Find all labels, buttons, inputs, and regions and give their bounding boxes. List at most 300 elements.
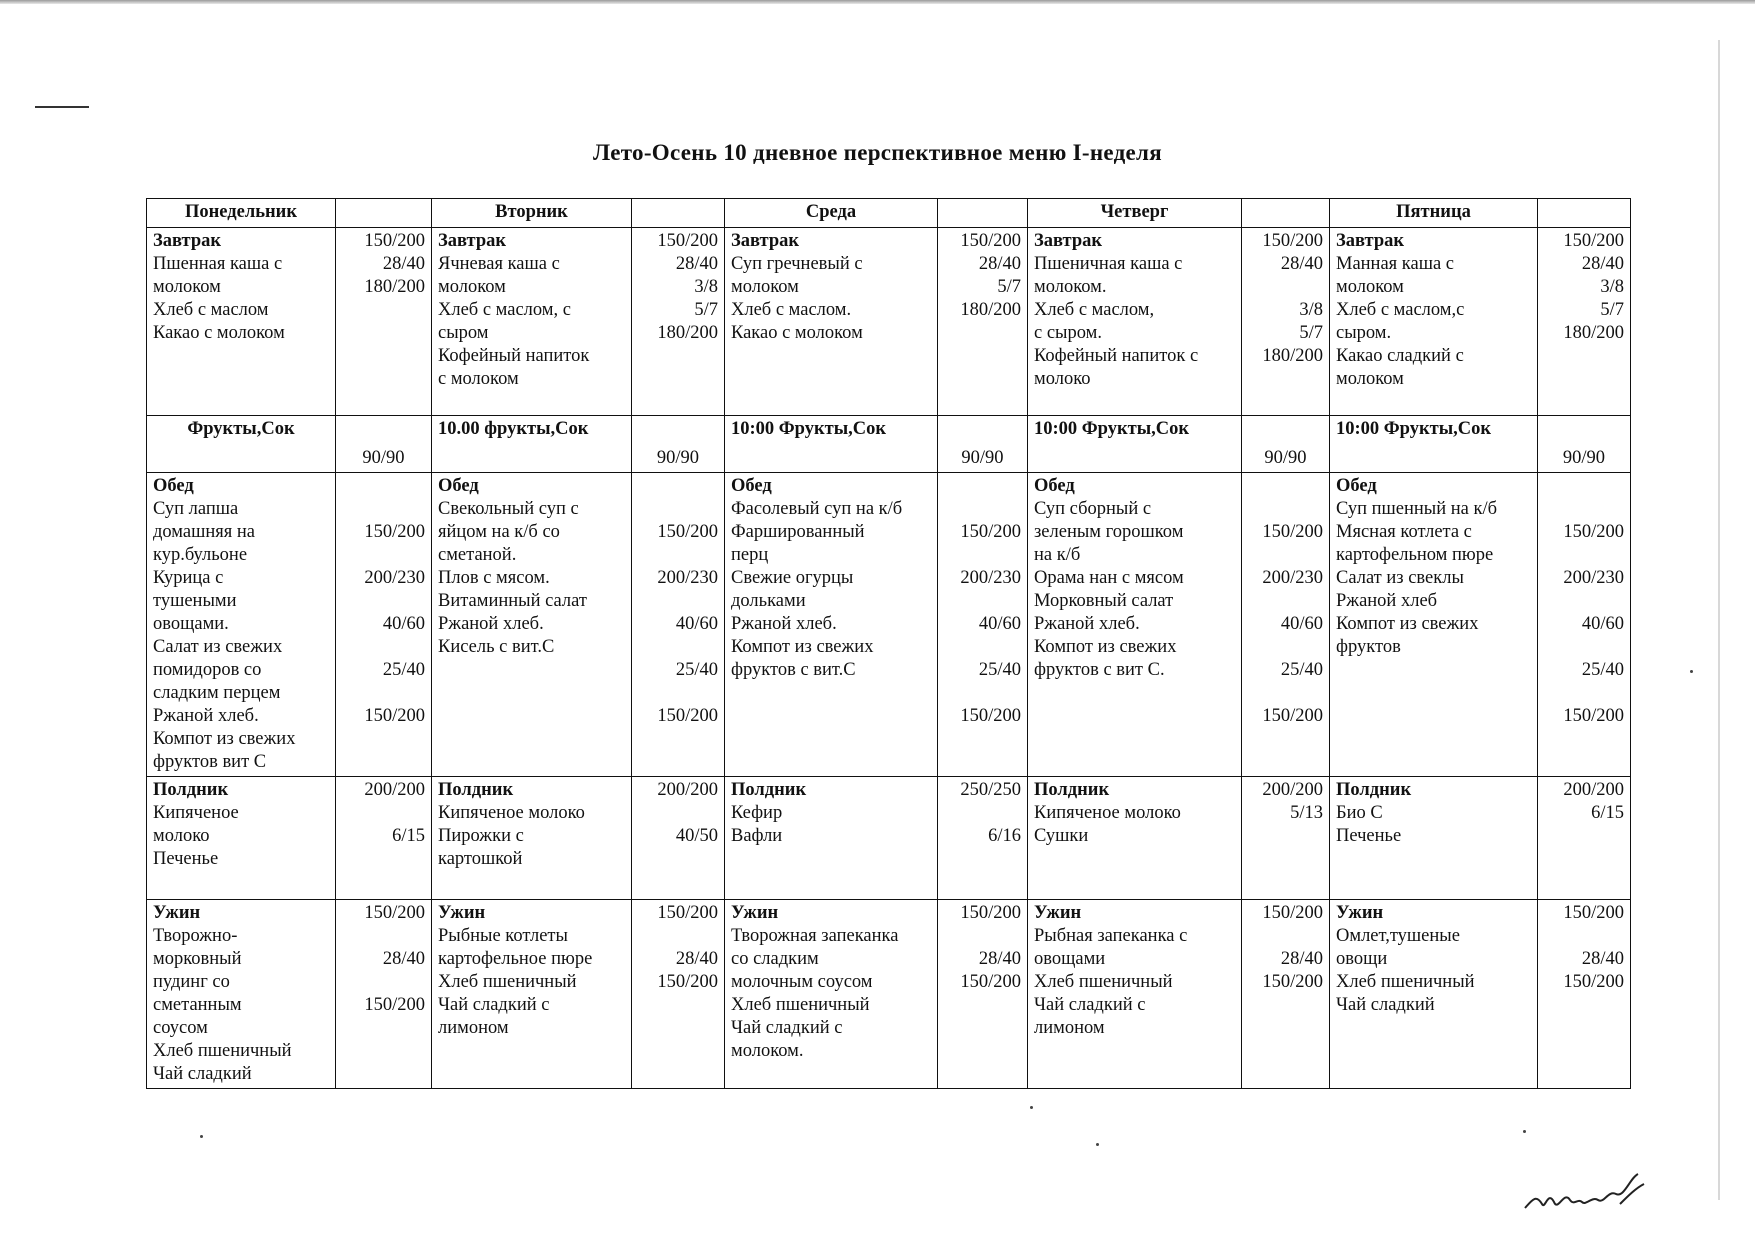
afternoon-weight: 200/200 — [364, 780, 425, 800]
lunch-weight: 25/40 — [675, 660, 718, 680]
day-name-1: Вторник — [432, 199, 632, 228]
dinner-item: молочным соусом — [731, 972, 873, 992]
lunch-item: Свежие огурцы — [731, 568, 854, 588]
lunch-weight — [342, 544, 425, 567]
breakfast-items-3 — [1028, 228, 1242, 416]
menu-body — [147, 199, 1631, 1089]
dinner-item: Чай сладкий с — [438, 995, 550, 1015]
breakfast-weight: 150/200 — [1262, 231, 1323, 251]
lunch-item: Витаминный салат — [438, 591, 587, 611]
lunch-weight: 150/200 — [1262, 522, 1323, 542]
afternoon-weights-4 — [1538, 777, 1631, 900]
snack-weight-4: 90/90 — [1538, 416, 1631, 473]
snack-label-0: Фрукты,Сок — [147, 416, 336, 473]
lunch-weight — [944, 636, 1021, 659]
dinner-item: Хлеб пшеничный — [153, 1041, 292, 1061]
lunch-weight — [638, 475, 718, 498]
breakfast-item: с молоком — [438, 369, 519, 389]
dinner-item: Чай сладкий с — [731, 1018, 843, 1038]
lunch-items-2 — [725, 473, 938, 777]
lunch-item: фруктов вит С — [153, 752, 267, 772]
afternoon-item: Кефир — [731, 803, 783, 823]
dinner-items-3 — [1028, 900, 1242, 1089]
lunch-item: Фаршированный — [731, 522, 865, 542]
lunch-weight: 200/230 — [1262, 568, 1323, 588]
lunch-item: дольками — [731, 591, 806, 611]
afternoon-label: Полдник — [438, 780, 514, 800]
breakfast-item: молоком — [731, 277, 799, 297]
dinner-item: молоком. — [731, 1041, 804, 1061]
lunch-weight — [1248, 475, 1323, 498]
dinner-weights-3 — [1242, 900, 1330, 1089]
dinner-item: картофельное пюре — [438, 949, 593, 969]
afternoon-item: Печенье — [153, 849, 219, 869]
dinner-items-0 — [147, 900, 336, 1089]
breakfast-weight: 180/200 — [960, 300, 1021, 320]
breakfast-item: молоком — [1336, 369, 1404, 389]
dinner-item: Рыбные котлеты — [438, 926, 568, 946]
lunch-items-0 — [147, 473, 336, 777]
breakfast-weight: 180/200 — [364, 277, 425, 297]
dinner-item: Хлеб пшеничный — [1034, 972, 1173, 992]
day-header-row — [147, 199, 1631, 228]
lunch-weight — [638, 498, 718, 521]
dinner-weight: 28/40 — [1280, 949, 1323, 969]
lunch-row — [147, 473, 1631, 777]
dinner-weight — [342, 925, 425, 948]
breakfast-items-2 — [725, 228, 938, 416]
breakfast-weight: 3/8 — [1600, 277, 1624, 297]
breakfast-weight: 150/200 — [960, 231, 1021, 251]
breakfast-items-4 — [1330, 228, 1538, 416]
breakfast-row — [147, 228, 1631, 416]
dinner-weight — [342, 971, 425, 994]
dinner-item: Рыбная запеканка с — [1034, 926, 1188, 946]
afternoon-weight: 200/200 — [1563, 780, 1624, 800]
afternoon-weight: 250/250 — [960, 780, 1021, 800]
lunch-weight — [944, 682, 1021, 705]
lunch-weight: 200/230 — [1563, 568, 1624, 588]
dinner-item: Чай сладкий с — [1034, 995, 1146, 1015]
breakfast-weight: 28/40 — [1581, 254, 1624, 274]
lunch-item: Компот из свежих — [1034, 637, 1177, 657]
afternoon-label: Полдник — [1034, 780, 1110, 800]
margin-mark — [35, 106, 89, 108]
lunch-item: Ржаной хлеб. — [1034, 614, 1140, 634]
lunch-weights-0 — [336, 473, 432, 777]
breakfast-weight: 28/40 — [382, 254, 425, 274]
snack-weight-2: 90/90 — [938, 416, 1028, 473]
lunch-weight: 200/230 — [960, 568, 1021, 588]
breakfast-label: Завтрак — [731, 231, 800, 251]
lunch-item: Ржаной хлеб. — [153, 706, 259, 726]
snack-weight-1: 90/90 — [632, 416, 725, 473]
afternoon-items-3 — [1028, 777, 1242, 900]
dinner-item: Творожно- — [153, 926, 238, 946]
breakfast-item: Ячневая каша с — [438, 254, 560, 274]
lunch-item: сметаной. — [438, 545, 517, 565]
lunch-weight — [1248, 590, 1323, 613]
lunch-label: Обед — [438, 476, 479, 496]
lunch-weight — [1248, 544, 1323, 567]
lunch-weight: 25/40 — [382, 660, 425, 680]
breakfast-weight: 180/200 — [1563, 323, 1624, 343]
breakfast-weight: 180/200 — [657, 323, 718, 343]
breakfast-label: Завтрак — [438, 231, 507, 251]
lunch-item: Салат из свежих — [153, 637, 283, 657]
breakfast-label: Завтрак — [1336, 231, 1405, 251]
dinner-weight — [1544, 925, 1624, 948]
day-name-3: Четверг — [1028, 199, 1242, 228]
snack-weight-0: 90/90 — [336, 416, 432, 473]
dinner-label: Ужин — [438, 903, 486, 923]
afternoon-weights-3 — [1242, 777, 1330, 900]
breakfast-weight: 150/200 — [657, 231, 718, 251]
breakfast-label: Завтрак — [1034, 231, 1103, 251]
dinner-weight: 150/200 — [657, 972, 718, 992]
breakfast-weight: 3/8 — [1299, 300, 1323, 320]
dinner-item: морковный — [153, 949, 242, 969]
lunch-item: тушеными — [153, 591, 237, 611]
breakfast-weight: 150/200 — [364, 231, 425, 251]
lunch-item: Мясная котлета с — [1336, 522, 1472, 542]
lunch-weight — [1544, 682, 1624, 705]
lunch-item: Кисель с вит.С — [438, 637, 555, 657]
lunch-weights-3 — [1242, 473, 1330, 777]
day-header-weight-cell — [1242, 199, 1330, 228]
lunch-weight — [1544, 498, 1624, 521]
snack-label-2: 10:00 Фрукты,Сок — [725, 416, 938, 473]
afternoon-weights-0 — [336, 777, 432, 900]
breakfast-item: Манная каша с — [1336, 254, 1455, 274]
lunch-label: Обед — [731, 476, 772, 496]
afternoon-items-1 — [432, 777, 632, 900]
dinner-weights-2 — [938, 900, 1028, 1089]
dinner-item: соусом — [153, 1018, 208, 1038]
menu-table — [146, 198, 1631, 1089]
breakfast-weight: 28/40 — [1280, 254, 1323, 274]
lunch-weight — [944, 590, 1021, 613]
lunch-items-1 — [432, 473, 632, 777]
dinner-weight: 150/200 — [657, 903, 718, 923]
scan-edge-right — [1718, 40, 1720, 1200]
afternoon-item: молоко — [153, 826, 210, 846]
lunch-weight — [638, 682, 718, 705]
day-header-weight-cell — [1538, 199, 1631, 228]
afternoon-item: Печенье — [1336, 826, 1402, 846]
lunch-item: Суп сборный с — [1034, 499, 1152, 519]
breakfast-weight — [1248, 276, 1323, 299]
lunch-item: фруктов с вит С. — [1034, 660, 1165, 680]
lunch-weight — [944, 544, 1021, 567]
lunch-items-3 — [1028, 473, 1242, 777]
lunch-weight: 150/200 — [960, 706, 1021, 726]
afternoon-item: Сушки — [1034, 826, 1089, 846]
dinner-item: Хлеб пшеничный — [1336, 972, 1475, 992]
dinner-weight: 150/200 — [1563, 972, 1624, 992]
lunch-item: овощами. — [153, 614, 229, 634]
snack-row — [147, 416, 1631, 473]
lunch-item: картофельном пюре — [1336, 545, 1494, 565]
lunch-weight: 40/60 — [1280, 614, 1323, 634]
lunch-weight — [944, 498, 1021, 521]
dinner-weight: 150/200 — [1563, 903, 1624, 923]
breakfast-item: Хлеб с маслом. — [731, 300, 852, 320]
snack-label-4: 10:00 Фрукты,Сок — [1330, 416, 1538, 473]
breakfast-weights-4 — [1538, 228, 1631, 416]
dinner-items-1 — [432, 900, 632, 1089]
lunch-weight — [1248, 636, 1323, 659]
lunch-weight: 150/200 — [960, 522, 1021, 542]
breakfast-item: Кофейный напиток с — [1034, 346, 1199, 366]
breakfast-item: Хлеб с маслом, — [1034, 300, 1155, 320]
breakfast-item: Какао сладкий с — [1336, 346, 1464, 366]
afternoon-items-4 — [1330, 777, 1538, 900]
lunch-weight: 150/200 — [657, 706, 718, 726]
lunch-weight: 25/40 — [1280, 660, 1323, 680]
dinner-items-2 — [725, 900, 938, 1089]
dinner-item: сметанным — [153, 995, 242, 1015]
lunch-item: помидоров со — [153, 660, 262, 680]
dinner-weight — [1248, 925, 1323, 948]
breakfast-item: Хлеб с маслом, с — [438, 300, 571, 320]
breakfast-item: молоком — [153, 277, 221, 297]
dinner-label: Ужин — [1336, 903, 1384, 923]
lunch-weight — [638, 590, 718, 613]
breakfast-weights-3 — [1242, 228, 1330, 416]
lunch-items-4 — [1330, 473, 1538, 777]
afternoon-item: Кипяченое молоко — [438, 803, 585, 823]
breakfast-weight: 5/7 — [997, 277, 1021, 297]
lunch-item: Курица с — [153, 568, 224, 588]
day-name-4: Пятница — [1330, 199, 1538, 228]
afternoon-weight: 200/200 — [657, 780, 718, 800]
afternoon-weight: 6/15 — [392, 826, 425, 846]
dinner-item: лимоном — [1034, 1018, 1105, 1038]
afternoon-item: Био С — [1336, 803, 1383, 823]
lunch-item: яйцом на к/б со — [438, 522, 560, 542]
lunch-weight — [342, 590, 425, 613]
dinner-item: Творожная запеканка — [731, 926, 899, 946]
lunch-weight: 40/60 — [382, 614, 425, 634]
lunch-item: домашняя на — [153, 522, 256, 542]
afternoon-weight — [638, 802, 718, 825]
breakfast-item: Кофейный напиток — [438, 346, 590, 366]
lunch-item: Суп лапша — [153, 499, 239, 519]
afternoon-label: Полдник — [153, 780, 229, 800]
lunch-item: фруктов с вит.С — [731, 660, 856, 680]
lunch-item: Фасолевый суп на к/б — [731, 499, 903, 519]
dinner-weights-4 — [1538, 900, 1631, 1089]
lunch-item: Ржаной хлеб — [1336, 591, 1438, 611]
afternoon-items-0 — [147, 777, 336, 900]
lunch-weight — [1544, 590, 1624, 613]
breakfast-label: Завтрак — [153, 231, 222, 251]
afternoon-weight: 6/15 — [1591, 803, 1624, 823]
breakfast-item: молоком — [438, 277, 506, 297]
afternoon-weight: 40/50 — [675, 826, 718, 846]
dinner-row — [147, 900, 1631, 1089]
dinner-item: лимоном — [438, 1018, 509, 1038]
afternoon-weights-2 — [938, 777, 1028, 900]
lunch-item: Свекольный суп с — [438, 499, 579, 519]
dinner-weight: 28/40 — [1581, 949, 1624, 969]
lunch-item: Компот из свежих — [1336, 614, 1479, 634]
lunch-weight — [1248, 498, 1323, 521]
day-header-weight-cell — [336, 199, 432, 228]
day-header-weight-cell — [632, 199, 725, 228]
afternoon-weight: 200/200 — [1262, 780, 1323, 800]
lunch-item: Салат из свеклы — [1336, 568, 1464, 588]
dinner-item: Чай сладкий — [153, 1064, 252, 1084]
lunch-weight — [638, 544, 718, 567]
lunch-item: Суп пшенный на к/б — [1336, 499, 1498, 519]
afternoon-item: Вафли — [731, 826, 783, 846]
snack-label-3: 10:00 Фрукты,Сок — [1028, 416, 1242, 473]
lunch-weight: 40/60 — [1581, 614, 1624, 634]
dinner-weight — [638, 925, 718, 948]
lunch-weight — [342, 498, 425, 521]
day-name-2: Среда — [725, 199, 938, 228]
lunch-weight — [1544, 636, 1624, 659]
dinner-item: овощами — [1034, 949, 1106, 969]
dinner-item: Омлет,тушеные — [1336, 926, 1460, 946]
lunch-weights-4 — [1538, 473, 1631, 777]
dinner-weights-0 — [336, 900, 432, 1089]
dinner-item: Хлеб пшеничный — [731, 995, 870, 1015]
afternoon-items-2 — [725, 777, 938, 900]
breakfast-item: молоко — [1034, 369, 1091, 389]
breakfast-item: молоком. — [1034, 277, 1107, 297]
lunch-weight: 40/60 — [978, 614, 1021, 634]
breakfast-item: Какао с молоком — [731, 323, 863, 343]
lunch-weight: 150/200 — [1262, 706, 1323, 726]
lunch-item: перц — [731, 545, 769, 565]
dinner-label: Ужин — [153, 903, 201, 923]
afternoon-row — [147, 777, 1631, 900]
scan-edge-top — [0, 0, 1755, 4]
lunch-item: Ржаной хлеб. — [438, 614, 544, 634]
lunch-item: Компот из свежих — [153, 729, 296, 749]
dinner-weight: 28/40 — [675, 949, 718, 969]
day-header-weight-cell — [938, 199, 1028, 228]
breakfast-item: Суп гречневый с — [731, 254, 863, 274]
dinner-items-4 — [1330, 900, 1538, 1089]
breakfast-weights-2 — [938, 228, 1028, 416]
dinner-weight: 150/200 — [364, 995, 425, 1015]
lunch-weight: 150/200 — [364, 522, 425, 542]
lunch-item: Морковный салат — [1034, 591, 1174, 611]
breakfast-weight: 5/7 — [694, 300, 718, 320]
afternoon-item: Кипяченое — [153, 803, 239, 823]
lunch-weights-1 — [632, 473, 725, 777]
breakfast-item: сыром. — [1336, 323, 1392, 343]
breakfast-item: сыром — [438, 323, 489, 343]
breakfast-items-1 — [432, 228, 632, 416]
lunch-weight: 40/60 — [675, 614, 718, 634]
lunch-item: сладким перцем — [153, 683, 281, 703]
snack-weight-3: 90/90 — [1242, 416, 1330, 473]
dinner-weights-1 — [632, 900, 725, 1089]
afternoon-label: Полдник — [731, 780, 807, 800]
lunch-weight — [944, 475, 1021, 498]
dinner-weight: 150/200 — [364, 903, 425, 923]
afternoon-item: Кипяченое молоко — [1034, 803, 1181, 823]
dinner-item: Чай сладкий — [1336, 995, 1435, 1015]
lunch-weight — [638, 636, 718, 659]
lunch-item: фруктов — [1336, 637, 1401, 657]
lunch-label: Обед — [1034, 476, 1075, 496]
lunch-weights-2 — [938, 473, 1028, 777]
breakfast-weight: 150/200 — [1563, 231, 1624, 251]
lunch-weight — [1248, 682, 1323, 705]
afternoon-weight — [342, 802, 425, 825]
afternoon-item: Пирожки с — [438, 826, 524, 846]
dinner-weight: 150/200 — [960, 903, 1021, 923]
lunch-weight: 200/230 — [364, 568, 425, 588]
dinner-item: Хлеб пшеничный — [438, 972, 577, 992]
dinner-weight: 150/200 — [960, 972, 1021, 992]
dinner-weight: 28/40 — [382, 949, 425, 969]
dinner-label: Ужин — [1034, 903, 1082, 923]
lunch-weight — [342, 636, 425, 659]
breakfast-weight: 28/40 — [978, 254, 1021, 274]
lunch-label: Обед — [153, 476, 194, 496]
lunch-weight — [342, 682, 425, 705]
lunch-weight — [1544, 544, 1624, 567]
lunch-weight: 200/230 — [657, 568, 718, 588]
signature — [1520, 1160, 1650, 1220]
afternoon-weight — [944, 802, 1021, 825]
breakfast-weight: 28/40 — [675, 254, 718, 274]
dinner-item: овощи — [1336, 949, 1388, 969]
afternoon-weight: 5/13 — [1290, 803, 1323, 823]
dinner-weight — [944, 925, 1021, 948]
breakfast-weight: 180/200 — [1262, 346, 1323, 366]
breakfast-item: Пшеничная каша с — [1034, 254, 1183, 274]
lunch-weight: 150/200 — [364, 706, 425, 726]
afternoon-weights-1 — [632, 777, 725, 900]
afternoon-label: Полдник — [1336, 780, 1412, 800]
day-name-0: Понедельник — [147, 199, 336, 228]
dinner-item: пудинг со — [153, 972, 230, 992]
breakfast-item: Пшенная каша с — [153, 254, 283, 274]
dinner-item: со сладким — [731, 949, 819, 969]
breakfast-items-0 — [147, 228, 336, 416]
lunch-item: Плов с мясом. — [438, 568, 550, 588]
breakfast-item: молоком — [1336, 277, 1404, 297]
lunch-label: Обед — [1336, 476, 1377, 496]
breakfast-item: с сыром. — [1034, 323, 1102, 343]
breakfast-weight: 5/7 — [1299, 323, 1323, 343]
dinner-weight: 150/200 — [1262, 903, 1323, 923]
lunch-item: на к/б — [1034, 545, 1081, 565]
dinner-label: Ужин — [731, 903, 779, 923]
lunch-weight — [1544, 475, 1624, 498]
page-title: Лето-Осень 10 дневное перспективное меню I-неделя — [592, 140, 1163, 165]
lunch-weight: 150/200 — [1563, 706, 1624, 726]
snack-label-1: 10.00 фрукты,Сок — [432, 416, 632, 473]
lunch-item: Орама нан с мясом — [1034, 568, 1184, 588]
breakfast-weights-0 — [336, 228, 432, 416]
lunch-item: Компот из свежих — [731, 637, 874, 657]
breakfast-weights-1 — [632, 228, 725, 416]
breakfast-item: Хлеб с маслом — [153, 300, 269, 320]
breakfast-item: Какао с молоком — [153, 323, 285, 343]
afternoon-item: картошкой — [438, 849, 523, 869]
breakfast-item: Хлеб с маслом,с — [1336, 300, 1465, 320]
dinner-weight: 150/200 — [1262, 972, 1323, 992]
